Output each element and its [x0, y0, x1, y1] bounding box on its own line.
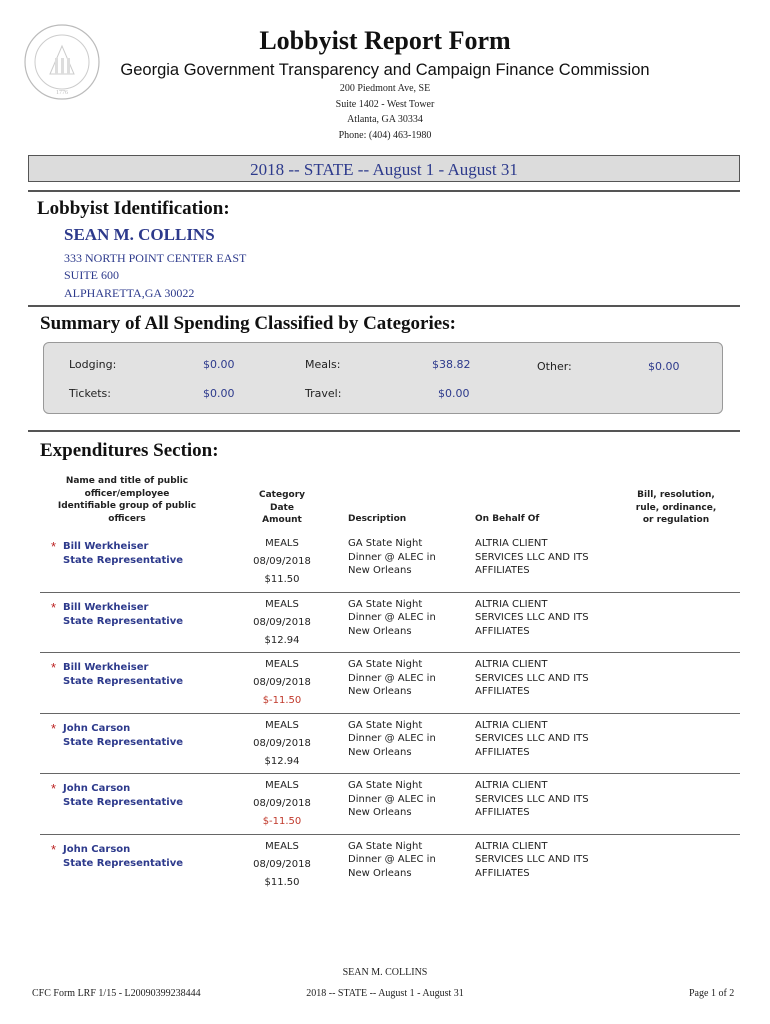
expense-category: MEALS [265, 598, 299, 610]
tickets-label: Tickets: [69, 387, 111, 400]
expense-description-line: Dinner @ ALEC in [348, 793, 436, 805]
col-header-category [232, 489, 332, 527]
expense-amount: $-11.50 [262, 816, 302, 827]
col-header-line: or regulation [642, 515, 710, 525]
on-behalf-of-line: AFFILIATES [475, 746, 530, 758]
address-line: 200 Piedmont Ave, SE [339, 83, 431, 94]
expense-description-line: New Orleans [348, 686, 412, 697]
expense-category: MEALS [265, 840, 299, 852]
on-behalf-of-line: SERVICES LLC AND ITS [475, 733, 589, 744]
expense-category: MEALS [265, 538, 299, 549]
col-header-description: Description [348, 514, 407, 524]
commission-name: Georgia Government Transparency and Campaign Finance Commission [120, 61, 650, 79]
official-title: State Representative [63, 615, 184, 627]
meals-label: Meals: [305, 358, 341, 371]
on-behalf-of-line: SERVICES LLC AND ITS [475, 854, 589, 865]
footer-period: 2018 -- STATE -- August 1 - August 31 [306, 988, 464, 999]
official-title: State Representative [63, 797, 184, 808]
on-behalf-of-line: SERVICES LLC AND ITS [475, 551, 589, 563]
report-period: 2018 -- STATE -- August 1 - August 31 [28, 155, 740, 182]
on-behalf-of-line: ALTRIA CLIENT [475, 780, 548, 791]
expense-description-line: GA State Night [348, 719, 423, 731]
official-name: John Carson [63, 722, 131, 734]
col-header-line: Name and title of public [65, 476, 189, 486]
row-divider [40, 713, 740, 714]
expense-amount: $12.94 [264, 634, 300, 646]
col-header-line: officers [108, 513, 146, 524]
on-behalf-of-line: SERVICES LLC AND ITS [475, 612, 589, 623]
address-line: Atlanta, GA 30334 [347, 114, 423, 125]
other-label: Other: [537, 360, 572, 373]
expense-amount: $11.50 [264, 876, 300, 888]
lobbyist-address-line: ALPHARETTA,GA 30022 [64, 286, 195, 300]
on-behalf-of-line: SERVICES LLC AND ITS [475, 793, 589, 805]
expense-description-line: GA State Night [348, 840, 423, 852]
official-name: John Carson [63, 843, 131, 855]
on-behalf-of-line: ALTRIA CLIENT [475, 598, 548, 610]
col-header-line: Identifiable group of public [57, 501, 197, 511]
star-marker: * [51, 539, 57, 554]
footer-form-id: CFC Form LRF 1/15 - L20090399238444 [32, 988, 201, 999]
meals-value: $38.82 [432, 358, 471, 371]
on-behalf-of-line: ALTRIA CLIENT [475, 840, 548, 852]
expense-amount: $12.94 [264, 755, 300, 767]
expense-category: MEALS [265, 780, 299, 791]
expense-description-line: New Orleans [348, 746, 412, 758]
page-title: Lobbyist Report Form [259, 26, 511, 55]
col-header-line: Date [270, 502, 294, 513]
official-title: State Representative [63, 736, 184, 748]
expense-category: MEALS [265, 659, 299, 670]
expense-description-line: GA State Night [348, 659, 423, 670]
lobbyist-name: SEAN M. COLLINS [64, 225, 215, 244]
expense-date: 08/09/2018 [253, 858, 311, 870]
expense-description-line: New Orleans [348, 565, 412, 576]
star-marker: * [51, 720, 57, 736]
expense-date: 08/09/2018 [253, 677, 311, 688]
col-header-line: Bill, resolution, [637, 490, 715, 500]
col-header-line: Category [258, 490, 305, 500]
official-name: Bill Werkheiser [63, 601, 149, 613]
svg-text:1776: 1776 [56, 90, 68, 96]
on-behalf-of-line: AFFILIATES [475, 565, 530, 576]
divider [28, 305, 740, 307]
divider [28, 430, 740, 432]
star-marker: * [51, 781, 57, 796]
expense-date: 08/09/2018 [253, 798, 311, 809]
on-behalf-of-line: ALTRIA CLIENT [475, 538, 548, 549]
lobbyist-address-line: 333 NORTH POINT CENTER EAST [64, 251, 247, 265]
expense-description-line: New Orleans [348, 625, 412, 637]
on-behalf-of-line: ALTRIA CLIENT [475, 659, 548, 670]
expense-description-line: Dinner @ ALEC in [348, 612, 436, 623]
summary-box [43, 342, 723, 414]
travel-value: $0.00 [438, 387, 470, 400]
col-header-line: Amount [262, 515, 302, 525]
official-title: State Representative [63, 555, 184, 566]
page-number: Page 1 of 2 [689, 988, 735, 999]
expense-description-line: Dinner @ ALEC in [348, 733, 436, 744]
lodging-value: $0.00 [203, 358, 235, 371]
col-header-bill [620, 489, 732, 527]
col-header-line: rule, ordinance, [635, 502, 717, 513]
expense-amount: $-11.50 [262, 695, 302, 706]
on-behalf-of-line: AFFILIATES [475, 807, 530, 818]
expense-description-line: Dinner @ ALEC in [348, 672, 436, 684]
divider [28, 190, 740, 192]
col-header-behalf: On Behalf Of [475, 514, 540, 524]
expense-description-line: New Orleans [348, 807, 412, 818]
lodging-label: Lodging: [69, 358, 117, 371]
expense-description-line: GA State Night [348, 598, 423, 610]
on-behalf-of-line: ALTRIA CLIENT [475, 719, 548, 731]
summary-heading: Summary of All Spending Classified by Categories: [40, 313, 456, 334]
official-title: State Representative [63, 676, 184, 687]
footer-lobbyist-name: SEAN M. COLLINS [342, 967, 428, 978]
lobbyist-identification-heading: Lobbyist Identification: [37, 198, 230, 219]
official-title: State Representative [63, 857, 184, 869]
col-header-official [52, 475, 202, 525]
expense-amount: $11.50 [264, 574, 300, 585]
official-name: Bill Werkheiser [63, 662, 149, 673]
row-divider [40, 652, 740, 653]
tickets-value: $0.00 [203, 387, 235, 400]
expense-description-line: Dinner @ ALEC in [348, 854, 436, 865]
official-name: Bill Werkheiser [63, 541, 149, 552]
row-divider [40, 834, 740, 835]
star-marker: * [51, 841, 57, 857]
lobbyist-address-line: SUITE 600 [64, 268, 119, 282]
expense-date: 08/09/2018 [253, 556, 311, 567]
expense-date: 08/09/2018 [253, 737, 311, 749]
expense-description-line: GA State Night [348, 780, 423, 791]
expenditures-heading: Expenditures Section: [40, 440, 219, 461]
on-behalf-of-line: AFFILIATES [475, 625, 530, 637]
travel-label: Travel: [305, 387, 342, 400]
expense-category: MEALS [265, 719, 299, 731]
on-behalf-of-line: AFFILIATES [475, 867, 530, 879]
row-divider [40, 773, 740, 774]
col-header-line: officer/employee [84, 488, 170, 499]
address-line: Suite 1402 - West Tower [335, 99, 435, 110]
expense-description-line: Dinner @ ALEC in [348, 551, 436, 563]
star-marker: * [51, 599, 57, 615]
on-behalf-of-line: SERVICES LLC AND ITS [475, 672, 589, 684]
expense-description-line: GA State Night [348, 538, 423, 549]
star-marker: * [51, 660, 57, 675]
on-behalf-of-line: AFFILIATES [475, 686, 530, 697]
other-value: $0.00 [648, 360, 680, 373]
phone-line: Phone: (404) 463-1980 [338, 130, 432, 141]
row-divider [40, 592, 740, 593]
expense-date: 08/09/2018 [253, 616, 311, 628]
official-name: John Carson [63, 783, 131, 794]
expense-description-line: New Orleans [348, 867, 412, 879]
